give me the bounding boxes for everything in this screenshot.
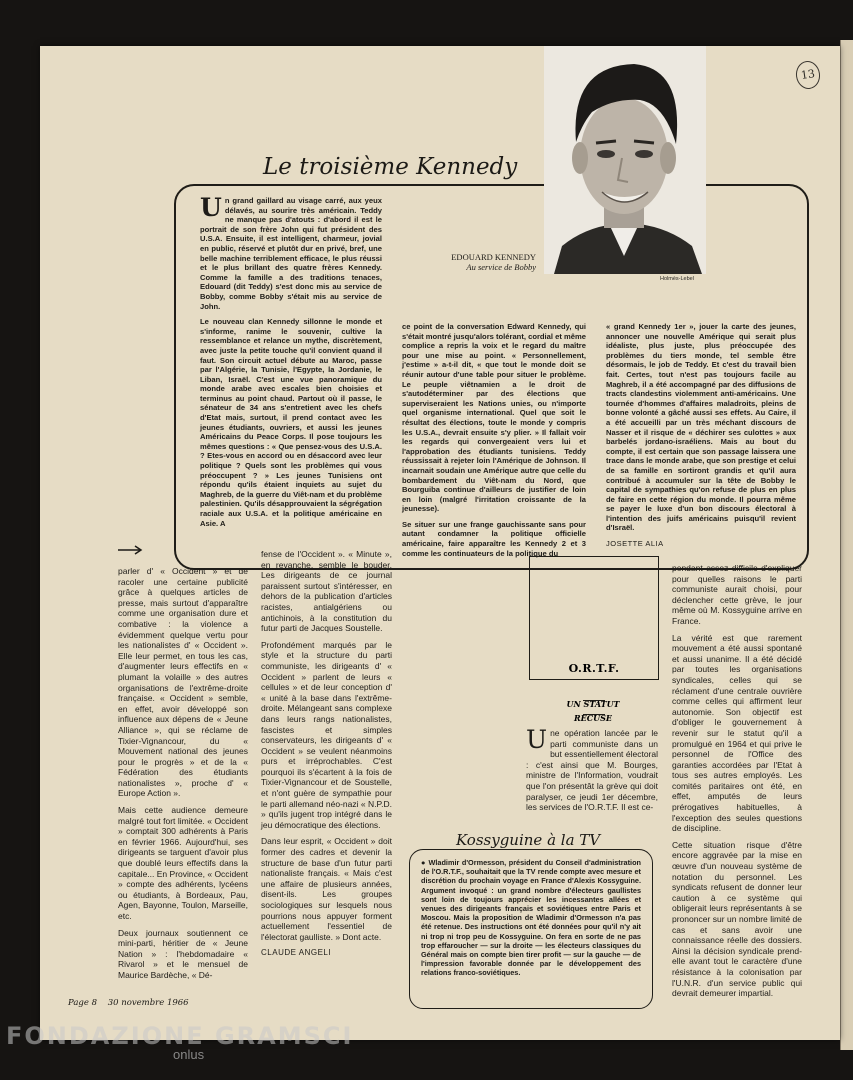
continuation-arrow-icon — [118, 545, 144, 555]
paragraph: La vérité est que rarement mouvement a été aussi spontané et aussi unanime. Il a été décidé par toutes les organisations syndicales, celles qui se réclament d'une centrale ouvrière comme celles qui affirment leur autonomie. Son objectif est d'obliger le gouvernement à revenir sur le statut qu'il a promulgué en 1964 et qui prive le personnel de l'Office des garanties accordées par l'Etat à tous ses autres employés. Les comités paritaires ont été, en effet, amputés de leurs prérogatives habituelles, à l'exception des seules questions de discipline. — [672, 632, 802, 834]
kossyguine-title: Kossyguine à la TV — [450, 831, 606, 849]
page-number: Page 8 — [68, 998, 97, 1008]
kennedy-article-title: Le troisième Kennedy — [255, 154, 525, 180]
kennedy-column-3 — [606, 322, 796, 555]
ortf-logo-label: O.R.T.F. — [568, 662, 620, 675]
portrait-image — [544, 46, 706, 274]
photo-credit: Holmès-Lebel — [660, 276, 694, 282]
paragraph: fense de l'Occident ». « Minute », en revanche, semble le bouder. Les dirigeants de ce journal paraissent surtout s'intéresser, en dehors de la publication d'articles racistes, antialgériens ou antichinois, à la constitution du futur parti de Jacques Soustelle. — [261, 549, 392, 634]
bullet-icon: ● — [421, 858, 426, 867]
caption-subtitle: Au service de Bobby — [466, 262, 536, 272]
dropcap: U — [200, 193, 222, 222]
paragraph: Dans leur esprit, « Occident » doit former des cadres et devenir la structure de base d'un futur parti nationaliste français. « Mais c'est une affaire de plusieurs années, disent-ils. Les groupes sociologiques sur lesquels nous pourrions nous appuyer forment actuellement l'essentiel de l'électorat gaulliste. » Dont acte. — [261, 836, 392, 942]
ortf-right-column — [672, 563, 802, 1005]
magazine-page — [40, 46, 840, 1040]
occident-column-1 — [118, 566, 248, 987]
paragraph: Profondément marqués par le style et la structure du parti communiste, les dirigeants d' « Occident » parlent de leurs « cellules » et de leur conception d' « unité à la base dans l'extrême-droite. Mélangeant sans complexe dans leurs rangs nationalistes, fascistes et simples conservateurs, les dirigeants d' « Occident » se veulent néanmoins purs et irréprochables. C'est pourquoi ils s'écartent à la fois de Tixier-Vignancour et de Soustelle, et n'ont guère de sympathie pour le parti allemand néo-nazi « N.P.D. » qu'ils jugent trop intégré dans le jeu démocratique des élections. — [261, 639, 392, 830]
paragraph: ne opération lancée par le parti communiste dans un but essentiellement électoral : c'est ainsi que M. Bourges, ministre de l'Information, voudrait que l'on présentât la grève qui doit paralyser, ce jeudi 1er décembre, les services de l'O.R.T.F. Il est ce- — [526, 728, 658, 813]
paragraph: Cette situation risque d'être encore aggravée par la mise en œuvre d'un nouveau système de notation du personnel. Les syndicats refusent de donner leur caution à ce système qui obligerait leurs représentants à se prononcer sur un nombre limité de cas et sans avoir une connaissance réelle des dossiers. Ainsi la décision syndicale prend-elle avant tout le caractère d'une résistance à la colonisation par l'U.N.R. d'un service public qui devrait demeurer impartial. — [672, 839, 802, 999]
ortf-heading: UN STATUT — [566, 699, 620, 709]
paragraph: ce point de la conversation Edward Kennedy, qui s'était montré jusqu'alors tolérant, cordial et même complice a repris la voix et le regard du maître pour une mise au point. « Personnellement, j'estime » a-t-il dit, « que tout le monde doit se réunir autour d'une table pour situer le problème. Le peuple viêtnamien a le droit de s'autodéterminer par des élections que superviseraient les Nations unies, ou n'importe quel organisme international. Quel que soit le résultat des élections, toute le monde y compris les U.S.A., devrait ensuite s'y plier. » Il fallait voir les regards qui convergeaient vers lui et l'approbation des étudiants tunisiens. Teddy réussissait à rejeter loin l'Amérique de Johnson. Il incarnait soudain une Amérique autre que celle du bombardement du Viêt-nam du Nord, que Bourguiba continue d'ailleurs de justifier de loin en loin (malgré l'irritation croissante de la jeunesse). — [402, 322, 586, 514]
paragraph: Wladimir d'Ormesson, président du Conseil d'administration de l'O.R.T.F., souhaitait que la TV rende compte avec mesure et discrétion du prochain voyage en France d'Alexis Kossyguine. Argument invoqué : un grand nombre d'électeurs gaullistes sont loin de toujours apprécier les incessantes allées et venues des dirigeants français et soviétiques entre Paris et Moscou. Mais la proposition de Wladimir d'Ormesson n'a pas été retenue. Des instructions ont été données pour qu'il n'y ait ni trop ni trop peu de Kossyguine. On fera en sorte de ne pas trop effaroucher — sur la droite — les électeurs classiques du Général mais on compte bien tirer profit — sur la gauche — de l'impression favorable donnée par le développement des relations franco-soviétiques. — [421, 858, 641, 978]
watermark-sub: onlus — [173, 1047, 205, 1062]
watermark-logo: FONDAZIONE GRAMSCI — [6, 1022, 354, 1050]
heading-rule — [583, 700, 605, 701]
dropcap: U — [526, 725, 548, 754]
photo-caption — [412, 252, 536, 272]
kennedy-photo — [544, 46, 706, 274]
kossyguine-text — [421, 858, 641, 984]
page-footer — [68, 998, 189, 1008]
handwritten-page-number: 13 — [794, 59, 822, 90]
byline: JOSETTE ALIA — [606, 539, 664, 549]
paragraph: Mais cette audience demeure malgré tout fort limitée. « Occident » comptait 300 adhérents à Paris en février 1966. Aujourd'hui, ses dirigeants se targuent d'avoir plus que doublé leurs effectifs dans la capitale... En Province, « Occident » compte des adhérents, lycéens ou étudiants, à Bordeaux, Pau, Agen, Bayonne, Toulon, Marseille, etc. — [118, 805, 248, 921]
byline: CLAUDE ANGELI — [261, 948, 332, 958]
ortf-intro-column — [526, 725, 658, 819]
paragraph: n grand gaillard au visage carré, aux yeux délavés, au sourire très américain. Teddy ne manque pas d'atouts : d'abord il est le portrait de son frère John qui fut président des U.S.A. Ensuite, il est intelligent, charmeur, jovial en public, réservé et plutôt dur en privé, bref, une belle machine terriblement efficace, le plus réussi et le plus brillant des quatre frères Kennedy. Comme la famille a des traditions tenaces, Edouard (dit Teddy) s'est donc mis au service de Bobby, comme Bobby s'était mis au service de John. — [200, 196, 382, 311]
occident-column-2 — [261, 549, 392, 965]
kennedy-column-1 — [200, 193, 382, 534]
adjacent-page-edge — [840, 40, 853, 1050]
heading-rule — [583, 714, 605, 715]
ortf-subheading: RECUSE — [574, 713, 612, 723]
paragraph: « grand Kennedy 1er », jouer la carte des jeunes, annoncer une nouvelle Amérique qui serait plus idéaliste, plus juste, plus préoccupée des problèmes du tiers monde, tel semble être désormais, le job de Teddy. Et c'est du travail bien fait. Certes, tout n'est pas toujours facile au Maghreb, il a été accompagné par des diffusions de tracts clandestins violemment anti-américains. Une tournée d'hommes d'affaires maladroits, pleins de bonne volonté a gâché aussi ses effets. Au Caire, il a été accueilli par un très méchant discours de Nasser et il risque de « déchirer ses culottes » aux barbelés jordano-israéliens. Mais au bout du compte, il est certain que son passage laissera une trace dans le monde arabe, que son prestige et celui de sa famille en sortiront grandis et qu'il aura contribué à accumuler sur la tête de Bobby le capital de sympathies qu'on refuse de plus en plus de faire en cette région du monde. Il pourra même se payer le luxe d'un bon discours électoral à l'intention des juifs américains puisqu'il revient d'Israël. — [606, 322, 796, 533]
paragraph: Le nouveau clan Kennedy sillonne le monde et s'informe, ranime le souvenir, cultive la ressemblance et relance un mythe, discrètement, avec juste la petite touche qu'il convient quand il faut. Son circuit actuel débute au Maroc, passe par l'Algérie, la Tunisie, l'Egypte, la Jordanie, le Liban, Israël. C'est une vue panoramique du monde arabe avec escales bien choisies et terminus au point chaud. Partout où il passe, le sénateur de 34 ans s'entretient avec les chefs d'Etat mais, surtout, il prend contact avec les jeunes étudiants, ouvriers, et aussi les jeunes Américains du Peace Corps. Il pose toujours les mêmes questions : « Que pensez-vous des U.S.A. ? Etes-vous en accord ou en désaccord avec leur politique ? Quels sont les problèmes qui vous préoccupent ? » Les jeunes Tunisiens ont répondu qu'ils étaient inquiets au sujet du Maghreb, de la guerre du Viêt-nam et du problème palestinien. Qu'ils désapprouvaient la ségrégation raciale aux U.S.A. et la politique américaine en Asie. A — [200, 317, 382, 528]
paragraph: pendant assez difficile d'expliquer pour quelles raisons le parti communiste aurait choisi, pour déclencher cette grève, le jour même où M. Kossyguine arrive en France. — [672, 563, 802, 626]
paragraph: Se situer sur une frange gauchissante sans pour autant condamner la politique officielle américaine, faire apparaître les Kennedy 2 et 3 comme les continuateurs de la politique du — [402, 519, 586, 558]
paragraph: Deux journaux soutiennent ce mini-parti, héritier de « Jeune Nation » : l'hebdomadaire « Rivarol » et le mensuel de Maurice Bardèche, « Dé- — [118, 927, 248, 980]
kennedy-column-2 — [402, 322, 586, 564]
ortf-logo-box — [529, 556, 659, 680]
issue-date: 30 novembre 1966 — [107, 998, 189, 1008]
paragraph: parler d' « Occident » et de racoler une certaine publicité grâce à quelques articles de presse, mais surtout d'apparaître comme une organisation dure et combative : la violence a évidemment quelque vertu pour les nationalistes d' « Occident ». Elle leur permet, en tous les cas, d'augmenter leurs effectifs en « plumant la volaille » des autres organisations de l'extrême-droite française. « Occident » semble, en effet, avoir développé son influence aux dépens de « Jeune Alliance », qui se réclame de Tixier-Vignancour, du « Mouvement national des jeunes pour le progrès » et de la « Fédération des étudiants nationalistes », proche d' « Europe Action ». — [118, 566, 248, 799]
caption-name: EDOUARD KENNEDY — [451, 252, 536, 262]
